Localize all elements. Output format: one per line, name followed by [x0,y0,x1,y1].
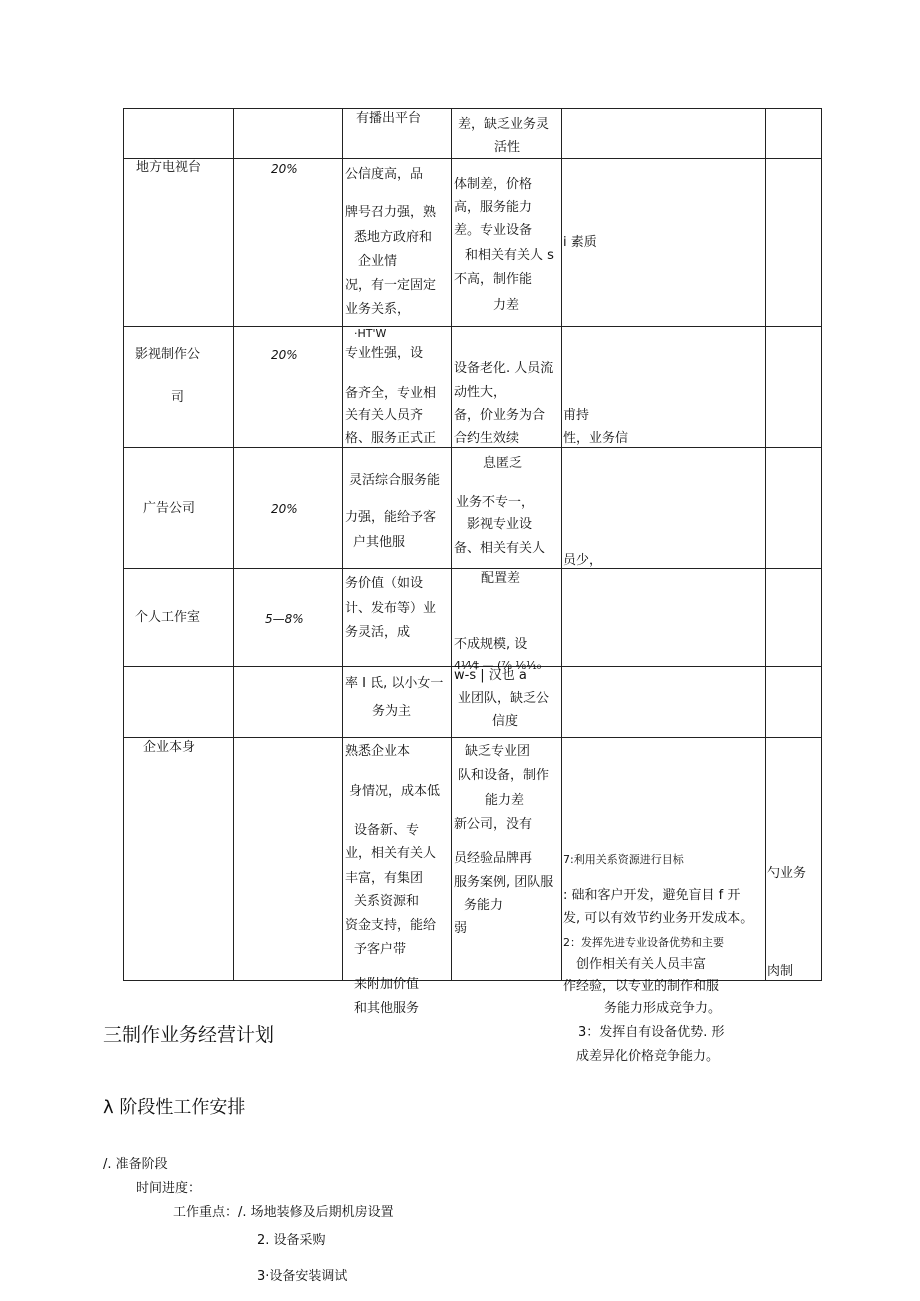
row4-share: 5—8% [265,612,304,626]
stage-heading: /. 准备阶段 [103,1157,168,1172]
row3-weakness-line: 息匿乏 [483,456,523,471]
row5-weakness-line: 信度 [492,714,519,729]
row5-weakness-line: 业团队，缺乏公 [458,691,550,706]
row4-weakness-line: 不成规模, 设 [454,637,528,652]
row6-name: 企业本身 [143,740,196,755]
row1-weakness-line: 不高，制作能 [454,272,533,287]
focus-item-3: 3·设备安装调试 [257,1269,348,1284]
row3-weakness-line: 业务不专一， [456,495,535,510]
row1-strength-line: 公信度高，品 [345,167,424,182]
row4-weakness-line: 4⅟⅟‡ — (⅞ ⅛⅒ [454,659,542,672]
subsection-title: λ 阶段性工作安排 [103,1097,246,1118]
row6-last-line: 勺业务 [767,866,807,881]
row6-strength-line: 关系资源和 [354,894,420,909]
row2-share: 20% [271,348,298,362]
row4-strength-line: 务灵活，成 [345,625,411,640]
row2-note-line: 性，业务信 [563,431,629,446]
row3-weakness-line: 影视专业设 [467,517,533,532]
row2-strength-line: 专业性强，设 [345,346,424,361]
row6-strategy-line: 成差异化价格竞争能力。 [576,1049,720,1064]
row4-weakness-line: 配置差 [481,571,521,586]
row6-strength-line: 业，相关有关人 [345,846,437,861]
row6-strategy-line: 发, 可以有效节约业务开发成本。 [563,911,754,926]
row1-strength-line: 况，有一定固定 [345,278,437,293]
row6-strength-line: 熟悉企业本 [345,744,411,759]
row1-strength-line: 悉地方政府和 [354,230,433,245]
row5-strength-line: 务为主 [372,704,412,719]
row0-weakness-line: 活性 [494,140,521,155]
row5-strength-line: 率 I 氐, 以小女一 [345,676,444,691]
work-focus-line: 工作重点：/. 场地装修及后期机房设置 [173,1205,394,1220]
row6-strategy-line: : 础和客户开发，避免盲目 f 开 [563,888,741,903]
row1-weakness-line: 差。专业设备 [454,223,533,238]
row1-share: 20% [271,162,298,176]
row2-weakness-line: 合约生效续 [454,431,520,446]
row6-weakness-line: 缺乏专业团 [465,744,531,759]
row2-note-line: 甫持 [563,408,590,423]
row6-strength-line: 设备新、专 [354,823,420,838]
row3-weakness-line: 备、相关有关人 [454,541,546,556]
row6-strength-line: 和其他服务 [354,1001,420,1016]
row3-name: 广告公司 [143,501,196,516]
row6-strength-line: 予客户带 [354,942,407,957]
row4-strength-line: 务价值（如设 [345,576,424,591]
row6-strength-line: 资金支持，能给 [345,918,437,933]
row1-weakness-line: 高，服务能力 [454,200,533,215]
row6-strategy-line: 3：发挥自有设备优势. 形 [578,1025,725,1040]
row0-strength-line: 有播出平台 [356,111,422,126]
row3-share: 20% [271,502,298,516]
row2-strength-line: 备齐全，专业相 [345,386,437,401]
row6-strategy-line: 作经验，以专业的制作和服 [563,979,720,994]
row3-strength-line: 力强，能给予客 [345,510,437,525]
row1-strength-line: ·HT'W [354,327,387,340]
row4-name: 个人工作室 [135,610,201,625]
row5-weakness-line: w-s | 汉也 a [454,668,527,683]
row4-strength-line: 计、发布等）业 [345,601,437,616]
row6-strength-line: 来附加价值 [354,977,420,992]
row2-weakness-line: 设备老化. 人员流 [454,361,554,376]
row0-weakness-line: 差，缺乏业务灵 [458,117,550,132]
row6-strategy-line: 2：发挥先进专业设备优势和主要 [563,936,724,949]
row6-strategy-line: 7:利用关系资源进行目标 [563,853,684,866]
row6-strategy-line: 创作相关有关人员丰富 [576,957,707,972]
row2-name-line: 司 [171,390,185,405]
focus-item-2: 2. 设备采购 [257,1233,326,1248]
row1-weakness-line: 体制差，价格 [454,177,533,192]
section-title: 三制作业务经营计划 [103,1024,275,1046]
row1-strength-line: 牌号召力强，熟 [345,205,437,220]
row2-strength-line: 关有关人员齐 [345,408,424,423]
row1-weakness-line: 和相关有关人 s [465,248,554,263]
row6-strength-line: 丰富，有集团 [345,871,424,886]
row6-weakness-line: 弱 [454,921,468,936]
row1-strength-line: 业务关系， [345,302,411,317]
row6-weakness-line: 队和设备，制作 [458,768,550,783]
row2-weakness-line: 动性大， [454,385,507,400]
row1-note: i 素质 [563,235,597,250]
row6-weakness-line: 能力差 [485,793,525,808]
row1-weakness-line: 力差 [493,298,520,313]
row1-strength-line: 企业情 [358,254,398,269]
row6-last-line: 肉制 [767,964,794,979]
row6-weakness-line: 务能力 [464,898,504,913]
row2-weakness-line: 备，价业务为合 [454,408,546,423]
row1-name: 地方电视台 [136,160,202,175]
time-progress-label: 时间进度： [136,1181,202,1196]
row6-strategy-line: 务能力形成竞争力。 [604,1001,722,1016]
row3-strength-line: 户其他服 [353,535,406,550]
row6-weakness-line: 员经验品牌再 [454,851,533,866]
row6-weakness-line: 新公司，没有 [454,817,533,832]
row3-note: 员少， [563,553,603,568]
row6-strength-line: 身情况，成本低 [349,784,441,799]
row6-weakness-line: 服务案例, 团队服 [454,875,554,890]
row3-strength-line: 灵活综合服务能 [349,473,441,488]
row2-name-line: 影视制作公 [135,347,201,362]
row2-strength-line: 格、服务正式正 [345,431,437,446]
